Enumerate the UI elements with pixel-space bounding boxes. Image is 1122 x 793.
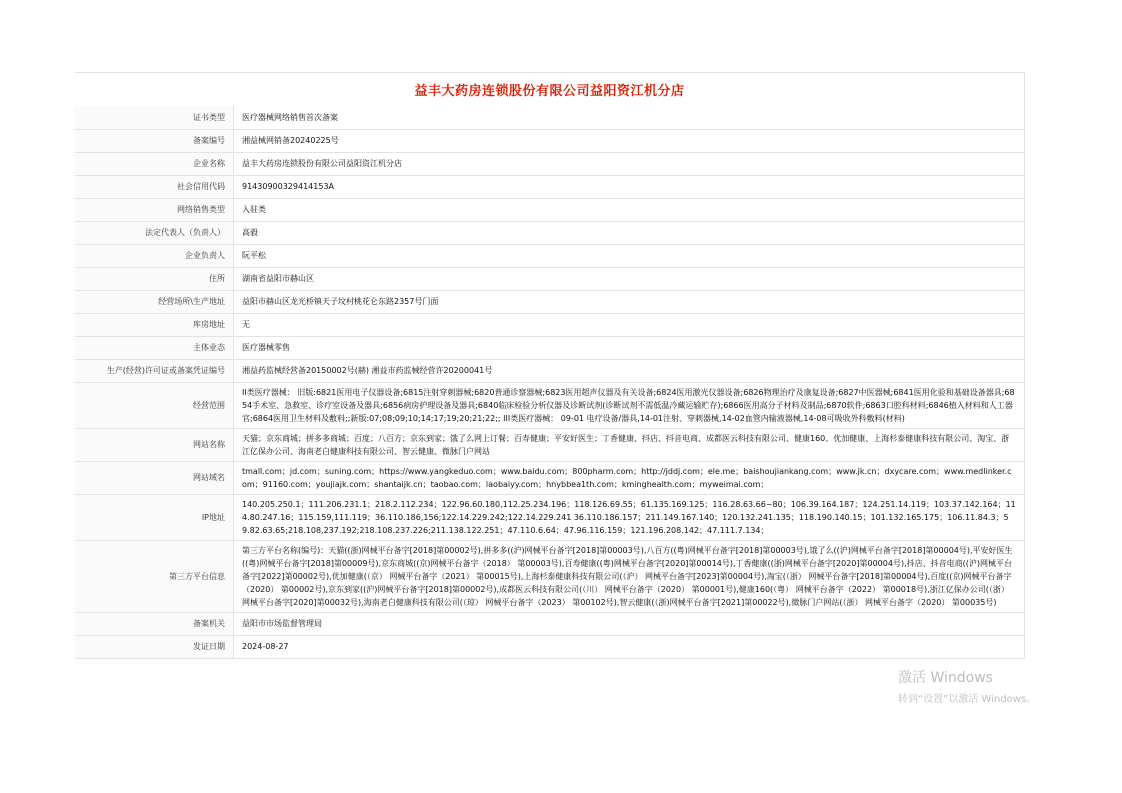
field-value: 益阳市赫山区龙光桥镇天子坟村桃花仑东路2357号门面 bbox=[234, 290, 1025, 313]
field-label: 备案机关 bbox=[75, 612, 234, 635]
table-row bbox=[75, 635, 1025, 658]
field-label: 网站名称 bbox=[75, 428, 234, 461]
field-label: 库房地址 bbox=[75, 313, 234, 336]
field-label: 第三方平台信息 bbox=[75, 540, 234, 612]
field-label: 住所 bbox=[75, 267, 234, 290]
title-row bbox=[75, 72, 1025, 106]
field-value: 天猫；京东商城；拼多多商城；百度；八百方；京东到家；饿了么网上订餐；百寿健康；平安好医生；丁香健康、抖店、抖音电商、成都医云科技有限公司、健康160、优加健康、上海杉泰健康科技有限公司、淘宝、浙江亿保办公司、海南老白健康科技有限公司、智云健康、微脉门户网站 bbox=[234, 428, 1025, 461]
table-row bbox=[75, 244, 1025, 267]
field-label: 企业名称 bbox=[75, 152, 234, 175]
field-label: 网络销售类型 bbox=[75, 198, 234, 221]
windows-activation-watermark bbox=[898, 667, 1036, 705]
field-label: 发证日期 bbox=[75, 635, 234, 658]
watermark-line-2: 转到“设置”以激活 Windows。 bbox=[898, 694, 1037, 705]
table-row bbox=[75, 359, 1025, 382]
field-value: 高毅 bbox=[234, 221, 1025, 244]
table-row bbox=[75, 129, 1025, 152]
field-value: II类医疗器械： 旧版:6821医用电子仪器设备;6815注射穿刺器械;6820普通诊察器械;6823医用超声仪器及有关设备;6824医用激光仪器设备;6826物理治疗及康复设备;6827中医器械;6841医用化验和基础设备器具;6854手术室、急救室、诊疗室设备及器具;6856病房护理设备及器具;6840临床检验分析仪器及诊断试剂(诊断试剂不需低温冷藏运输贮存);6866医用高分子材料及制品;6870软件;6863口腔科材料;6846植入材料和人工器官;6864医用卫生材料及敷料;;新版:07;08;09;10;14;17;19;20;21;22;; III类医疗器械： 09-01 电疗设备/器具,14-01注射、穿刺器械,14-02血管内输液器械,14-08可吸收外科敷料(材料) bbox=[234, 382, 1025, 428]
table-row bbox=[75, 198, 1025, 221]
table-row bbox=[75, 428, 1025, 461]
field-value: tmall.com；jd.com；suning.com；https://www.yangkeduo.com；www.baidu.com；800pharm.com；http://jddj.com；ele.me；baishoujiankang.com；www.jk.cn；dxycare.com；www.medlinker.com；91160.com；youjiajk.com；shantaijk.cn；taobao.com；laobaiyy.com；hnybbea1th.com；kminghealth.com；myweimai.com； bbox=[234, 461, 1025, 494]
field-label: 网站域名 bbox=[75, 461, 234, 494]
record-table bbox=[75, 106, 1025, 659]
field-value: 无 bbox=[234, 313, 1025, 336]
record-sheet bbox=[75, 72, 1025, 659]
field-value: 阮平松 bbox=[234, 244, 1025, 267]
table-row bbox=[75, 175, 1025, 198]
field-label: 备案编号 bbox=[75, 129, 234, 152]
table-row bbox=[75, 267, 1025, 290]
field-value: 医疗器械零售 bbox=[234, 336, 1025, 359]
field-value: 2024-08-27 bbox=[234, 635, 1025, 658]
field-value: 91430900329414153A bbox=[234, 175, 1025, 198]
table-row bbox=[75, 336, 1025, 359]
field-value: 医疗器械网络销售首次备案 bbox=[234, 106, 1025, 129]
table-row bbox=[75, 290, 1025, 313]
table-row bbox=[75, 494, 1025, 540]
field-label: 证书类型 bbox=[75, 106, 234, 129]
field-value: 第三方平台名称(编号)：天猫((浙)网械平台备字[2018]第00002号),拼多多((沪)网械平台备字[2018]第00003号),八百方((粤)网械平台备字[2018]第00003号),饿了么((沪)网械平台备字[2018]第00004号),平安好医生((粤)网械平台备字[2018]第00009号),京东商城((京)网械平台备字（2018） 第00003号),百寿健康((粤)网械平台备字[2020]第00014号),丁香健康((浙)网械平台备字[2020]第00004号),抖店、抖音电商((沪)网械平台备字[2022]第00002号),优加健康(（京） 网械平台备字（2021） 第00015号),上海杉泰健康科技有限公司(（沪） 网械平台备字[2023]第00004号),淘宝(（浙） 网械平台备字[2018]第00004号),百度((京)网械平台备字（2020） 第00002号),京东到家((沪)网械平台备字[2018]第00002号),成都医云科技有限公司(（川） 网械平台备字（2020） 第00001号),健康160(（粤） 网械平台备字（2022） 第00018号),浙江亿保办公司(（浙） 网械平台备字[2020]第00032号),海南老白健康科技有限公司(（琼） 网械平台备字（2023） 第00102号),智云健康(（浙)网械平台备字[2021]第00022号),微脉门户网站(（浙） 网械平台备字（2020） 第00035号) bbox=[234, 540, 1025, 612]
field-value: 湘益药监械经营备20150002号(赫) 湘益市药监械经营许20200041号 bbox=[234, 359, 1025, 382]
field-label: 社会信用代码 bbox=[75, 175, 234, 198]
field-value: 湘益械网销备20240225号 bbox=[234, 129, 1025, 152]
field-label: 法定代表人（负责人） bbox=[75, 221, 234, 244]
page-title: 益丰大药房连锁股份有限公司益阳资江机分店 bbox=[414, 84, 685, 99]
field-label: 主体业态 bbox=[75, 336, 234, 359]
field-label: 企业负责人 bbox=[75, 244, 234, 267]
field-label: 经营场所\生产地址 bbox=[75, 290, 234, 313]
field-value: 湖南省益阳市赫山区 bbox=[234, 267, 1025, 290]
table-row bbox=[75, 313, 1025, 336]
field-label: 生产(经营)许可证或备案凭证编号 bbox=[75, 359, 234, 382]
field-value: 益丰大药房连锁股份有限公司益阳资江机分店 bbox=[234, 152, 1025, 175]
table-row bbox=[75, 106, 1025, 129]
field-label: IP地址 bbox=[75, 494, 234, 540]
table-row bbox=[75, 612, 1025, 635]
table-row bbox=[75, 221, 1025, 244]
watermark-line-1: 激活 Windows bbox=[898, 670, 993, 686]
table-row bbox=[75, 461, 1025, 494]
table-row bbox=[75, 382, 1025, 428]
field-label: 经营范围 bbox=[75, 382, 234, 428]
field-value: 入驻类 bbox=[234, 198, 1025, 221]
field-value: 140.205.250.1；111.206.231.1；218.2.112.234；122.96.60.180,112.25.234.196；118.126.69.55；61.135.169.125；116.28.63.66~80；106.39.164.187；124.251.14.119；103.37.142.164；114.80.247.16；115.159,111.119；36.110.186,156;122.14.229.242;122.14.229.241 36.110.186.157；211.149.167.140；120.132.241.135；118.190.140.15；101.132.165.175；106.11.84.3；59.82.63.65;218.108,237.192;218.108.237.226;211.138.122.251；47.110.6.64；47.96.116.159；121.196.208.142；47.111.7.134； bbox=[234, 494, 1025, 540]
field-value: 益阳市市场监督管理局 bbox=[234, 612, 1025, 635]
table-row bbox=[75, 540, 1025, 612]
table-row bbox=[75, 152, 1025, 175]
